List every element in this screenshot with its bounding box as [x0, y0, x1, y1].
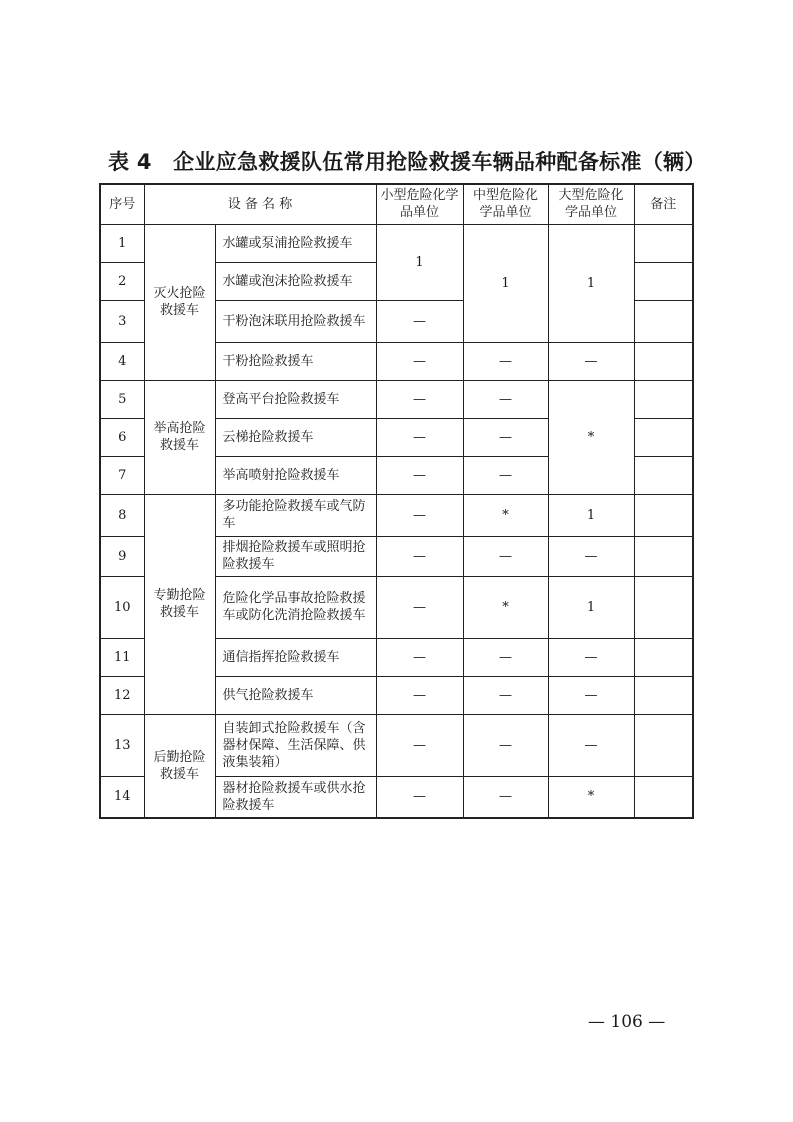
large-cell: — — [548, 714, 634, 776]
note-cell — [634, 224, 693, 262]
name-cell: 水罐或泡沫抢险救援车 — [215, 262, 376, 300]
group-special: 专勤抢险救援车 — [144, 494, 215, 714]
table-row — [100, 714, 693, 776]
header-seq: 序号 — [100, 184, 144, 224]
medium-cell: — — [463, 380, 548, 418]
medium-cell: * — [463, 576, 548, 638]
name-cell: 登高平台抢险救援车 — [215, 380, 376, 418]
note-cell — [634, 494, 693, 536]
small-cell: — — [376, 536, 463, 576]
name-cell: 自装卸式抢险救援车（含器材保障、生活保障、供液集装箱） — [215, 714, 376, 776]
note-cell — [634, 676, 693, 714]
group-logistics: 后勤抢险救援车 — [144, 714, 215, 818]
medium-cell: — — [463, 418, 548, 456]
note-cell — [634, 536, 693, 576]
seq-cell: 9 — [100, 536, 144, 576]
small-cell: 1 — [376, 224, 463, 300]
group-lift: 举高抢险救援车 — [144, 380, 215, 494]
name-cell: 器材抢险救援车或供水抢险救援车 — [215, 776, 376, 818]
small-cell: — — [376, 380, 463, 418]
seq-cell: 8 — [100, 494, 144, 536]
medium-cell: — — [463, 676, 548, 714]
note-cell — [634, 262, 693, 300]
seq-cell: 4 — [100, 342, 144, 380]
seq-cell: 13 — [100, 714, 144, 776]
small-cell: — — [376, 418, 463, 456]
name-cell: 危险化学品事故抢险救援车或防化洗消抢险救援车 — [215, 576, 376, 638]
name-cell: 云梯抢险救援车 — [215, 418, 376, 456]
table-row — [100, 224, 693, 262]
note-cell — [634, 418, 693, 456]
header-name: 设 备 名 称 — [144, 184, 376, 224]
medium-cell: — — [463, 776, 548, 818]
small-cell: — — [376, 456, 463, 494]
medium-cell: — — [463, 456, 548, 494]
small-cell: — — [376, 638, 463, 676]
large-cell: 1 — [548, 224, 634, 342]
small-cell: — — [376, 714, 463, 776]
note-cell — [634, 456, 693, 494]
note-cell — [634, 380, 693, 418]
note-cell — [634, 714, 693, 776]
small-cell: — — [376, 676, 463, 714]
note-cell — [634, 776, 693, 818]
note-cell — [634, 300, 693, 342]
large-cell: — — [548, 638, 634, 676]
medium-cell: — — [463, 714, 548, 776]
name-cell: 举高喷射抢险救援车 — [215, 456, 376, 494]
table-row — [100, 380, 693, 418]
seq-cell: 7 — [100, 456, 144, 494]
table-title: 表 4 企业应急救援队伍常用抢险救援车辆品种配备标准（辆） — [108, 150, 706, 174]
header-medium: 中型危险化学品单位 — [463, 184, 548, 224]
medium-cell: * — [463, 494, 548, 536]
seq-cell: 3 — [100, 300, 144, 342]
large-cell: — — [548, 536, 634, 576]
note-cell — [634, 342, 693, 380]
header-small: 小型危险化学品单位 — [376, 184, 463, 224]
table-row — [100, 494, 693, 536]
name-cell: 干粉泡沫联用抢险救援车 — [215, 300, 376, 342]
header-note: 备注 — [634, 184, 693, 224]
large-cell: * — [548, 776, 634, 818]
seq-cell: 1 — [100, 224, 144, 262]
name-cell: 干粉抢险救援车 — [215, 342, 376, 380]
seq-cell: 5 — [100, 380, 144, 418]
seq-cell: 2 — [100, 262, 144, 300]
name-cell: 供气抢险救援车 — [215, 676, 376, 714]
name-cell: 水罐或泵浦抢险救援车 — [215, 224, 376, 262]
small-cell: — — [376, 494, 463, 536]
small-cell: — — [376, 776, 463, 818]
medium-cell: — — [463, 342, 548, 380]
seq-cell: 11 — [100, 638, 144, 676]
large-cell: 1 — [548, 494, 634, 536]
vehicle-standard-table — [99, 183, 694, 819]
medium-cell: — — [463, 638, 548, 676]
name-cell: 多功能抢险救援车或气防车 — [215, 494, 376, 536]
small-cell: — — [376, 576, 463, 638]
large-cell: — — [548, 342, 634, 380]
medium-cell: 1 — [463, 224, 548, 342]
large-cell: — — [548, 676, 634, 714]
note-cell — [634, 576, 693, 638]
large-cell: * — [548, 380, 634, 494]
name-cell: 通信指挥抢险救援车 — [215, 638, 376, 676]
group-fire: 灭火抢险救援车 — [144, 224, 215, 380]
note-cell — [634, 638, 693, 676]
seq-cell: 10 — [100, 576, 144, 638]
small-cell: — — [376, 300, 463, 342]
small-cell: — — [376, 342, 463, 380]
header-row — [100, 184, 693, 224]
name-cell: 排烟抢险救援车或照明抢险救援车 — [215, 536, 376, 576]
seq-cell: 12 — [100, 676, 144, 714]
header-large: 大型危险化学品单位 — [548, 184, 634, 224]
seq-cell: 14 — [100, 776, 144, 818]
seq-cell: 6 — [100, 418, 144, 456]
page-number: — 106 — — [588, 1012, 666, 1032]
medium-cell: — — [463, 536, 548, 576]
large-cell: 1 — [548, 576, 634, 638]
